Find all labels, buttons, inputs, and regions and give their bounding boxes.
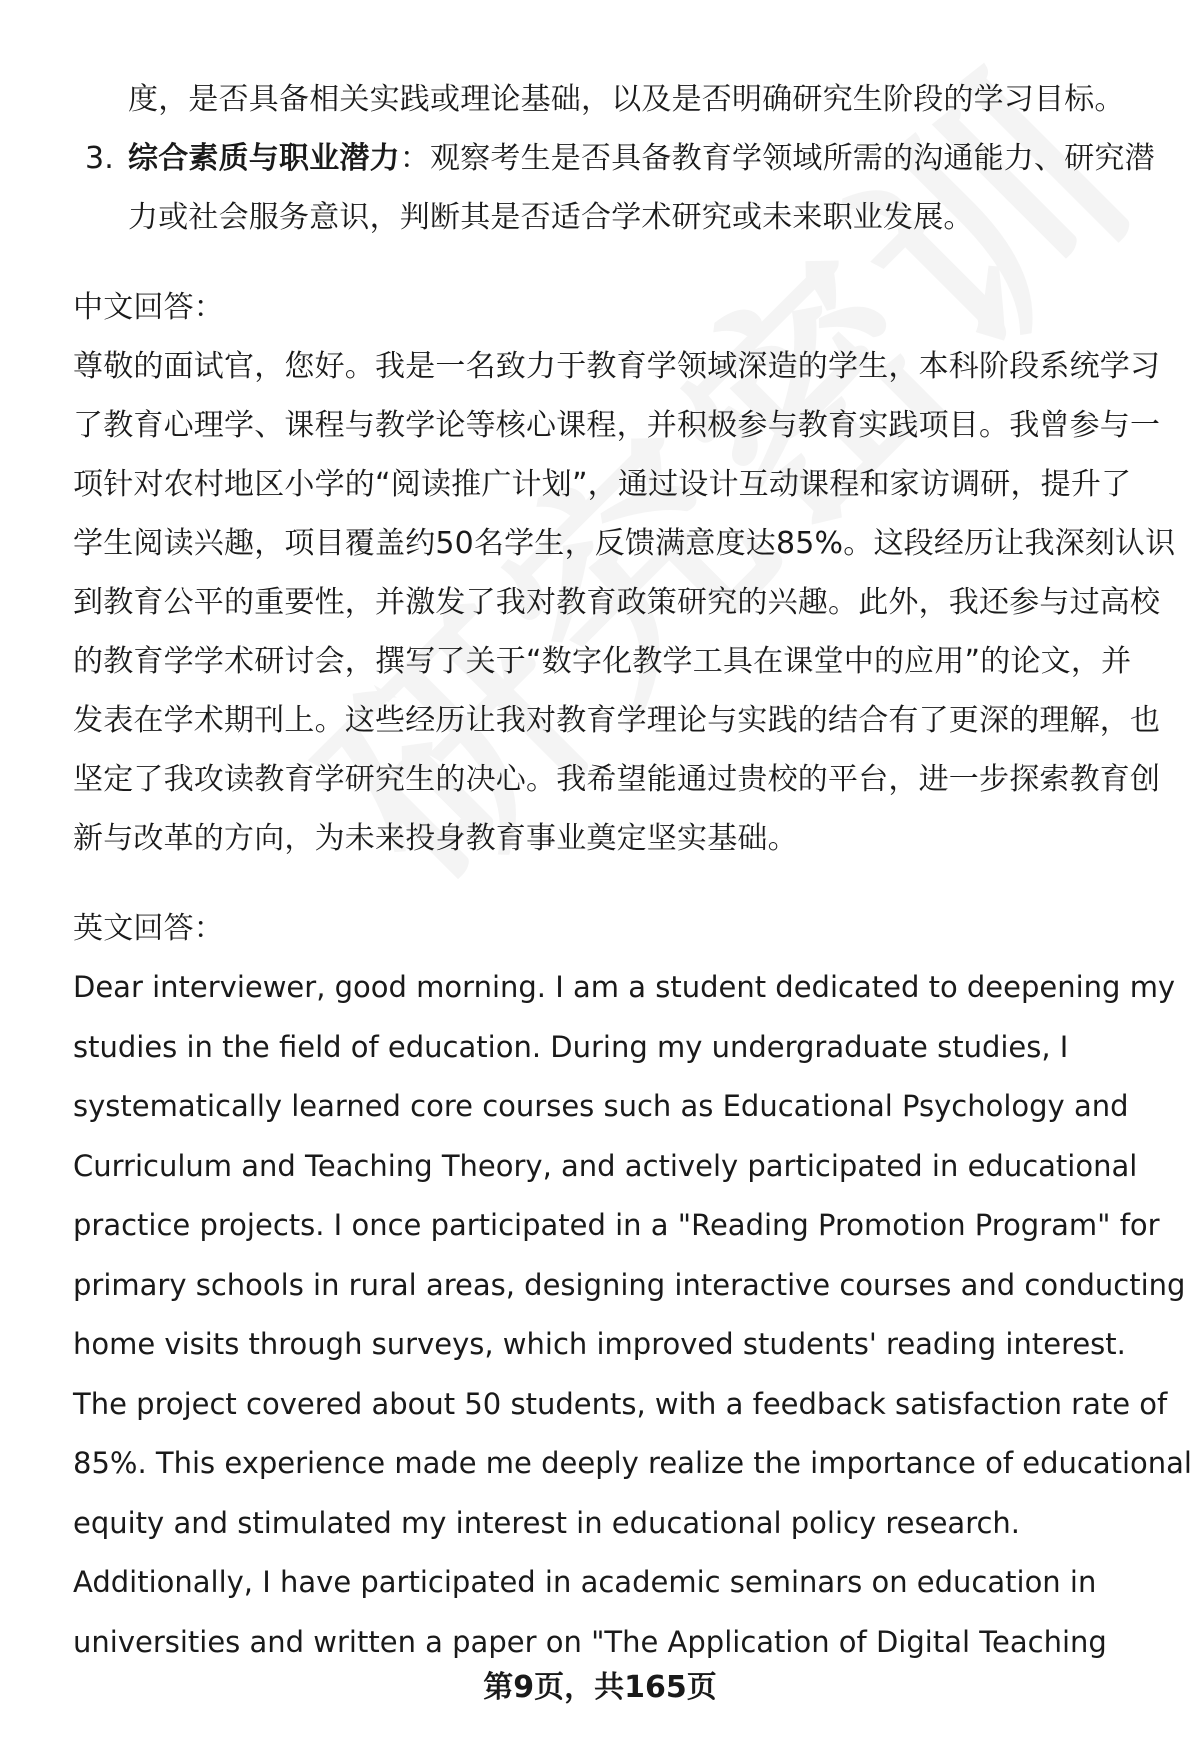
paragraph-line: systematically learned core courses such as Educational Psychology and [73, 1089, 1129, 1123]
list-number: 3. [85, 141, 115, 176]
en-answer-body [73, 958, 1192, 1672]
cn-answer-body [73, 337, 1176, 868]
paragraph-line: 坚定了我攻读教育学研究生的决心。我希望能通过贵校的平台，进一步探索教育创 [73, 762, 1161, 797]
paragraph-line: 发表在学术期刊上。这些经历让我对教育学理论与实践的结合有了更深的理解，也 [73, 703, 1161, 738]
list-item-text-continued: 力或社会服务意识，判断其是否适合学术研究或未来职业发展。 [128, 200, 974, 235]
paragraph-line: The project covered about 50 students, with a feedback satisfaction rate of [73, 1386, 1168, 1421]
paragraph-line: 到教育公平的重要性，并激发了我对教育政策研究的兴趣。此外，我还参与过高校 [73, 585, 1161, 620]
list-item-title: 综合素质与职业潜力 [128, 141, 400, 176]
paragraph-line: 新与改革的方向，为未来投身教育事业奠定坚实基础。 [73, 821, 798, 856]
paragraph-line: studies in the field of education. During my undergraduate studies, I [73, 1029, 1069, 1064]
en-answer-heading: 英文回答： [73, 911, 224, 946]
page-content [73, 70, 1192, 1672]
paragraph-line: primary schools in rural areas, designing interactive courses and conducting [73, 1267, 1186, 1302]
paragraph-line: 85%. This experience made me deeply realize the importance of educational [73, 1446, 1192, 1480]
paragraph-line: equity and stimulated my interest in educational policy research. [73, 1505, 1021, 1540]
cn-answer-heading: 中文回答： [73, 290, 224, 325]
paragraph-line: practice projects. I once participated in a "Reading Promotion Program" for [73, 1208, 1160, 1242]
list-item-text: ：观察考生是否具备教育学领域所需的沟通能力、研究潜 [399, 141, 1155, 176]
paragraph-line: 的教育学学术研讨会，撰写了关于“数字化教学工具在课堂中的应用”的论文，并 [73, 644, 1132, 679]
page-number-footer: 第9页，共165页 [483, 1670, 717, 1705]
paragraph-line: 尊敬的面试官，您好。我是一名致力于教育学领域深造的学生，本科阶段系统学习 [73, 349, 1161, 384]
paragraph-line: home visits through surveys, which improved students' reading interest. [73, 1327, 1126, 1361]
paragraph-line: Curriculum and Teaching Theory, and actively participated in educational [73, 1148, 1138, 1183]
paragraph-line: 项针对农村地区小学的“阅读推广计划”，通过设计互动课程和家访调研，提升了 [73, 467, 1132, 502]
paragraph-line: Additionally, I have participated in academic seminars on education in [73, 1565, 1097, 1599]
paragraph-line: Dear interviewer, good morning. I am a student dedicated to deepening my [73, 970, 1176, 1004]
paragraph-line: 了教育心理学、课程与教学论等核心课程，并积极参与教育实践项目。我曾参与一 [73, 408, 1161, 443]
list-item-2-continuation: 度，是否具备相关实践或理论基础，以及是否明确研究生阶段的学习目标。 [128, 82, 1125, 117]
paragraph-line: 学生阅读兴趣，项目覆盖约50名学生，反馈满意度达85%。这段经历让我深刻认识 [73, 526, 1176, 561]
list-item-3 [73, 129, 1163, 247]
paragraph-line: universities and written a paper on "The Application of Digital Teaching [73, 1624, 1107, 1659]
